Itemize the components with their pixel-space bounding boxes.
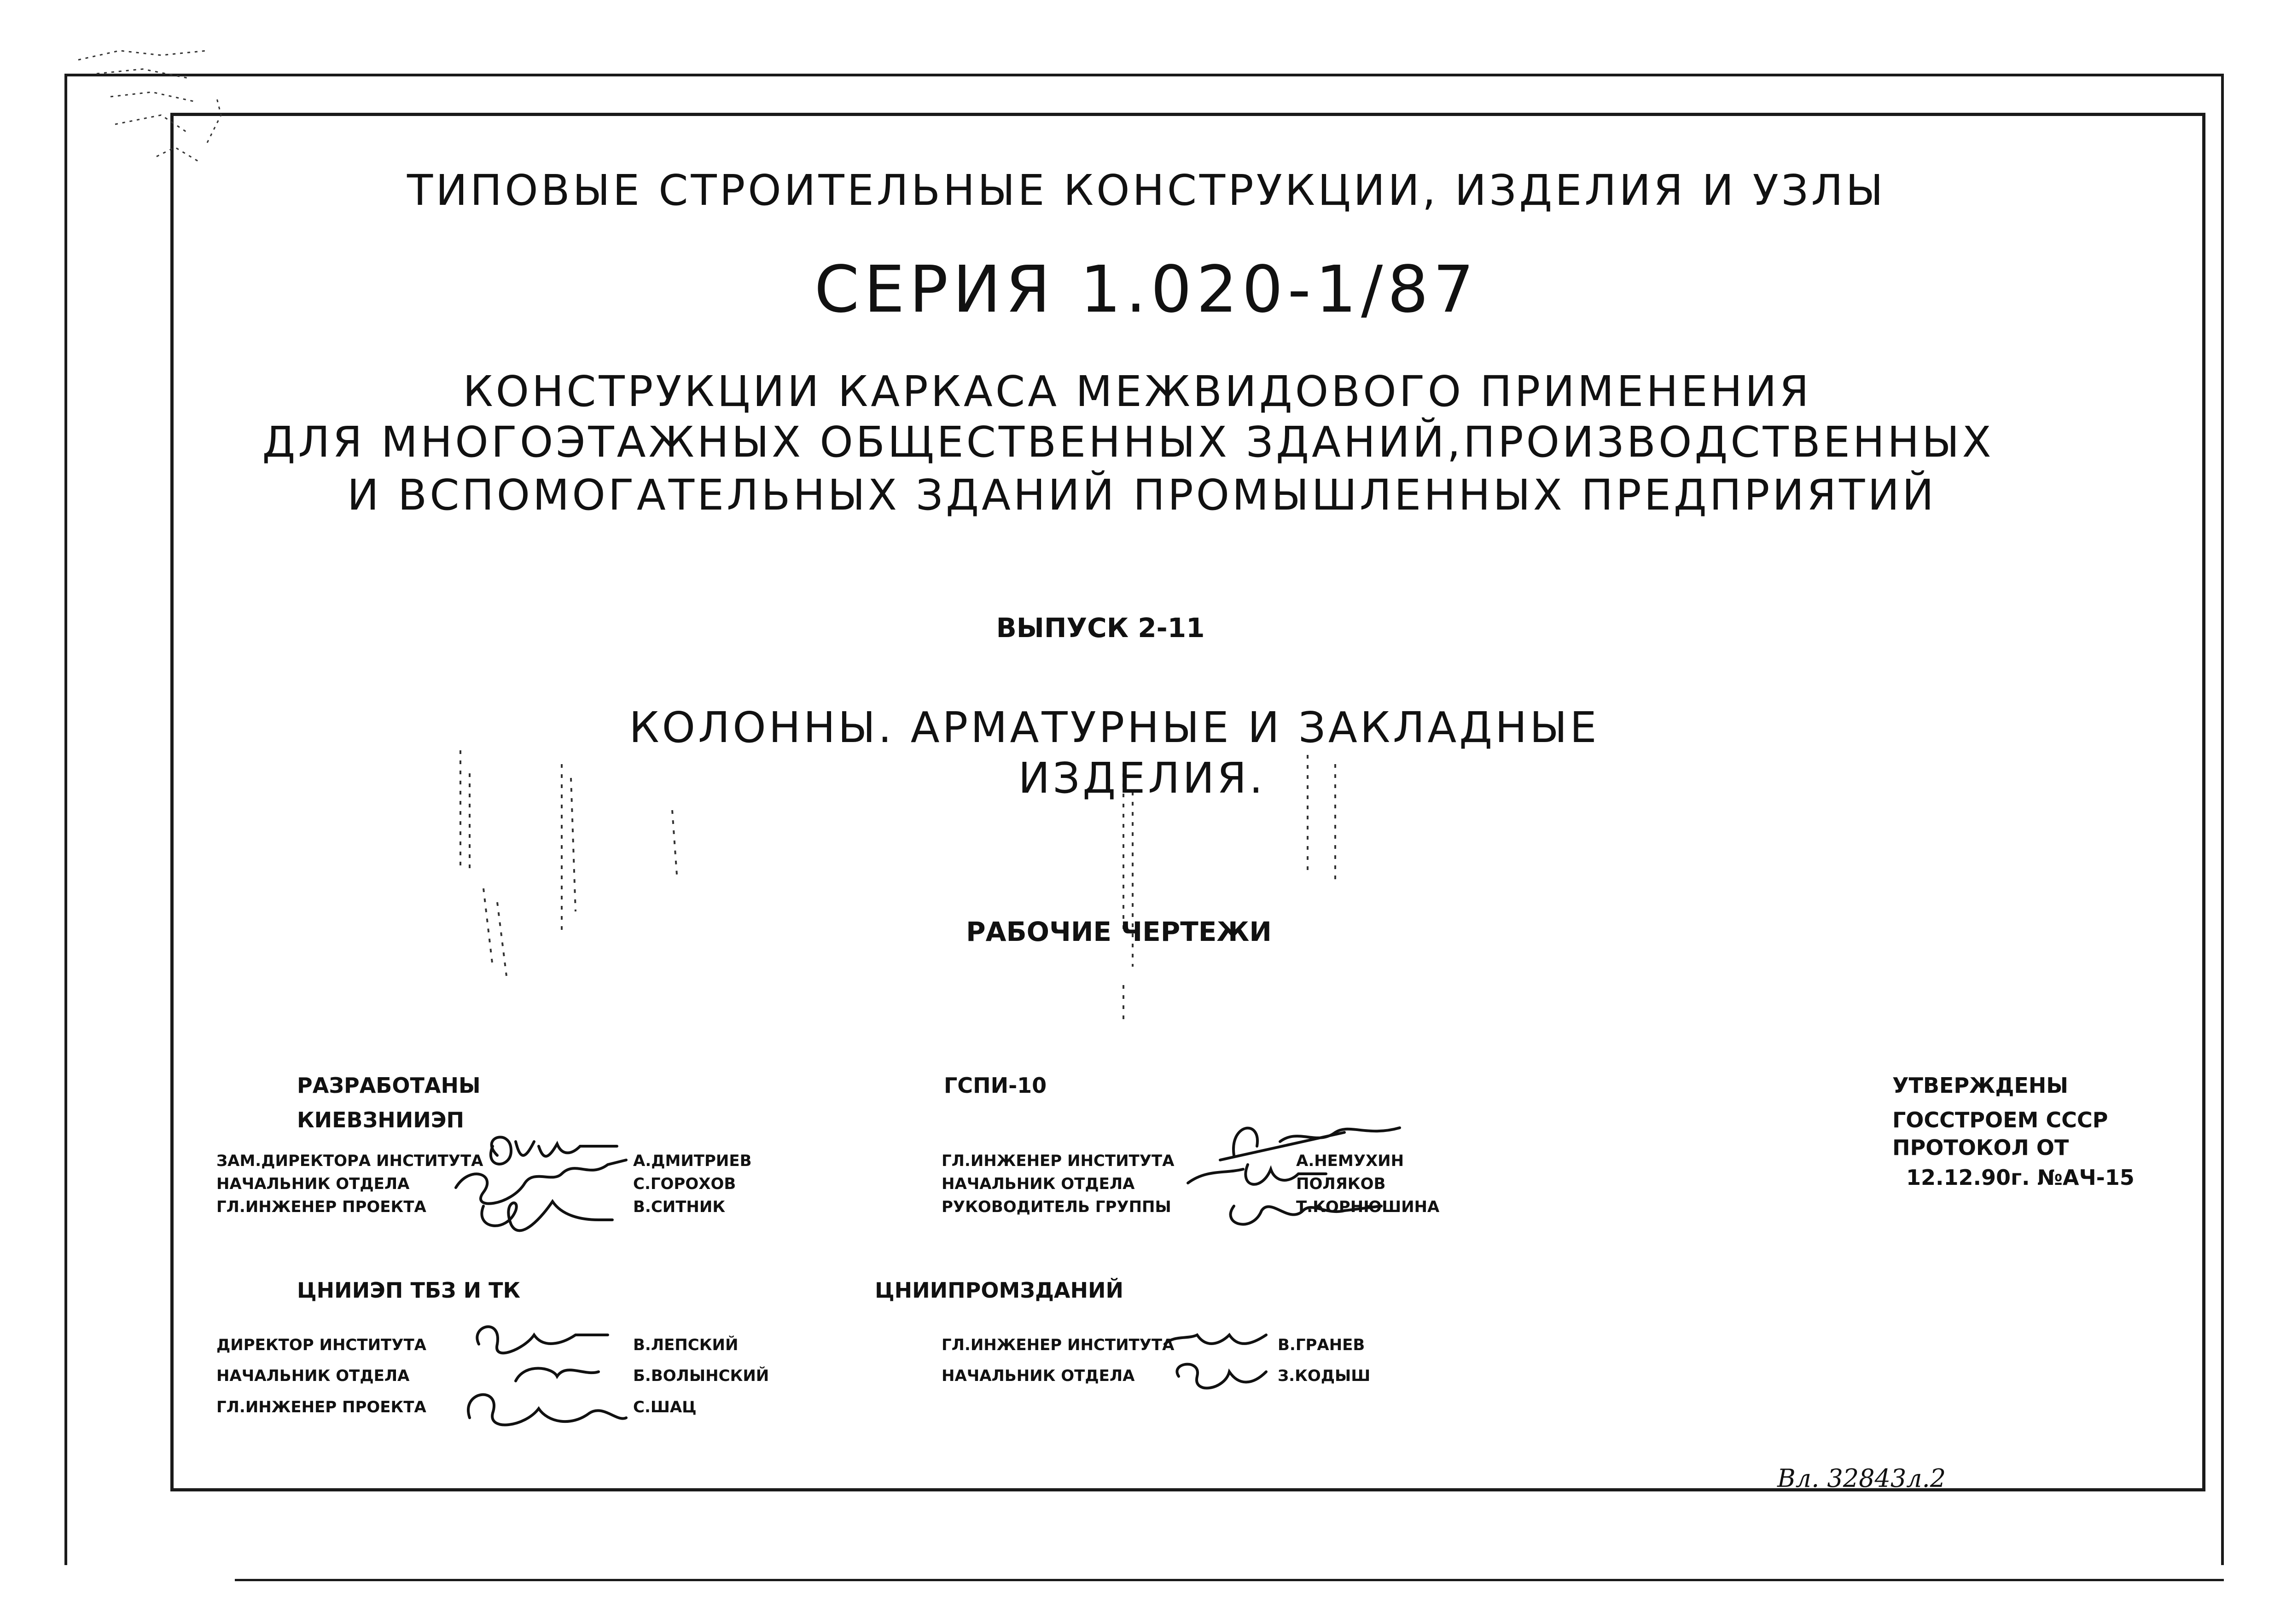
- signatory-role: ГЛ.ИНЖЕНЕР ИНСТИТУТА: [942, 1336, 1175, 1354]
- org-name: ЦНИИПРОМЗДАНИЙ: [875, 1278, 1124, 1303]
- signatory-name: С.ГОРОХОВ: [633, 1175, 736, 1193]
- handwritten-signature: [442, 1109, 635, 1247]
- signatory-name: В.СИТНИК: [633, 1198, 726, 1216]
- approved-line-2: ГОССТРОЕМ СССР: [1892, 1108, 2108, 1132]
- signatory-role: ЗАМ.ДИРЕКТОРА ИНСТИТУТА: [216, 1152, 483, 1170]
- subject-line-2: ИЗДЕЛИЯ.: [1018, 754, 1266, 803]
- inventory-number: Вл. 32843л.2: [1777, 1464, 1946, 1493]
- title-line-1: КОНСТРУКЦИИ КАРКАСА МЕЖВИДОВОГО ПРИМЕНЕНИЯ: [463, 367, 1812, 416]
- signatory-name: В.ГРАНЕВ: [1278, 1336, 1365, 1354]
- signatory-role: ГЛ.ИНЖЕНЕР ПРОЕКТА: [216, 1198, 426, 1216]
- bottom-rule: [235, 1579, 2224, 1581]
- handwritten-signature: [1151, 1105, 1409, 1243]
- signatory-name: В.ЛЕПСКИЙ: [633, 1336, 739, 1354]
- signatory-role: НАЧАЛЬНИК ОТДЕЛА: [942, 1367, 1135, 1385]
- approved-protocol: 12.12.90г. №АЧ-15: [1906, 1165, 2135, 1190]
- signatory-name: А.ДМИТРИЕВ: [633, 1152, 752, 1170]
- signatory-name: А.НЕМУХИН: [1296, 1152, 1404, 1170]
- signatory-role: ДИРЕКТОР ИНСТИТУТА: [216, 1336, 426, 1354]
- org-name: ГСПИ-10: [944, 1073, 1047, 1098]
- title-line-3: И ВСПОМОГАТЕЛЬНЫХ ЗДАНИЙ ПРОМЫШЛЕННЫХ ПРЕДПРИЯТИЙ: [347, 470, 1937, 520]
- document-type: РАБОЧИЕ ЧЕРТЕЖИ: [966, 916, 1272, 947]
- developed-heading: РАЗРАБОТАНЫ: [297, 1073, 481, 1098]
- approved-line-1: УТВЕРЖДЕНЫ: [1892, 1073, 2068, 1098]
- org-name: КИЕВЗНИИЭП: [297, 1108, 465, 1132]
- signatory-name: С.ШАЦ: [633, 1398, 697, 1416]
- handwritten-signature: [451, 1307, 635, 1445]
- signatory-name: Б.ВОЛЫНСКИЙ: [633, 1367, 769, 1385]
- signatory-role: РУКОВОДИТЕЛЬ ГРУППЫ: [942, 1198, 1171, 1216]
- approved-line-3: ПРОТОКОЛ ОТ: [1892, 1135, 2069, 1160]
- signatory-name: З.КОДЫШ: [1278, 1367, 1371, 1385]
- subject-line-1: КОЛОННЫ. АРМАТУРНЫЕ И ЗАКЛАДНЫЕ: [629, 703, 1600, 752]
- signatory-name: Т.КОРНЮШИНА: [1296, 1198, 1440, 1216]
- signatory-role: НАЧАЛЬНИК ОТДЕЛА: [216, 1367, 410, 1385]
- series-number: СЕРИЯ 1.020-1/87: [814, 252, 1479, 327]
- signatory-role: НАЧАЛЬНИК ОТДЕЛА: [216, 1175, 410, 1193]
- org-name: ЦНИИЭП ТБЗ И ТК: [297, 1278, 521, 1303]
- signatory-role: ГЛ.ИНЖЕНЕР ПРОЕКТА: [216, 1398, 426, 1416]
- header-line: ТИПОВЫЕ СТРОИТЕЛЬНЫЕ КОНСТРУКЦИИ, ИЗДЕЛИЯ И УЗЛЫ: [407, 166, 1886, 215]
- issue-number: ВЫПУСК 2-11: [996, 612, 1205, 644]
- title-line-2: ДЛЯ МНОГОЭТАЖНЫХ ОБЩЕСТВЕННЫХ ЗДАНИЙ,ПРОИЗВОДСТВЕННЫХ: [262, 418, 1994, 467]
- scan-noise-corner: [69, 41, 235, 207]
- handwritten-signature: [1160, 1317, 1289, 1409]
- signatory-role: НАЧАЛЬНИК ОТДЕЛА: [942, 1175, 1135, 1193]
- signatory-role: ГЛ.ИНЖЕНЕР ИНСТИТУТА: [942, 1152, 1175, 1170]
- signatory-name: ПОЛЯКОВ: [1296, 1175, 1386, 1193]
